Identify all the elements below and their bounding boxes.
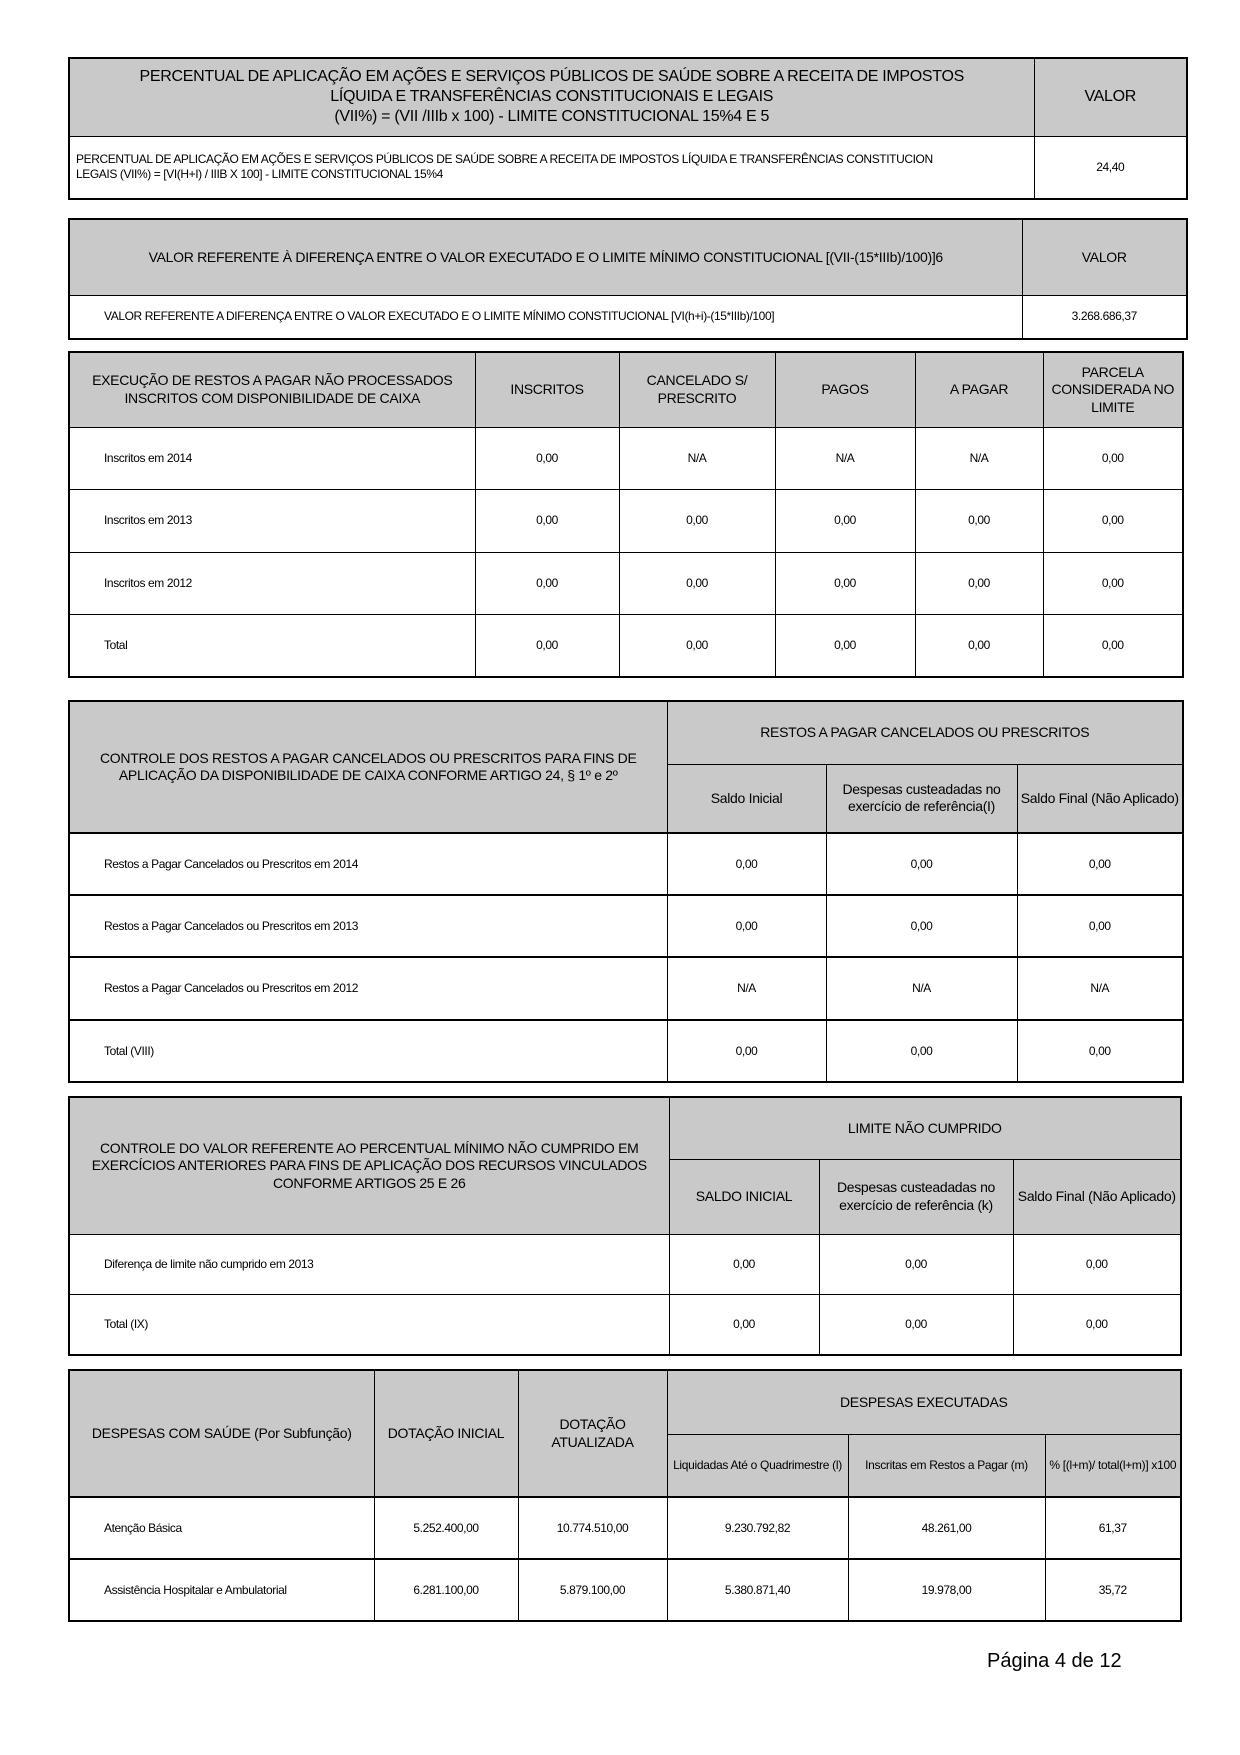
row-value: 0,00 [1013, 1294, 1181, 1355]
table-row [69, 1234, 1181, 1294]
column-header: PARCELA CONSIDERADA NO LIMITE [1043, 352, 1183, 427]
column-header: CANCELADO S/ PRESCRITO [619, 352, 775, 427]
row-value: 0,00 [775, 614, 915, 677]
row-value: 0,00 [1017, 895, 1183, 957]
table-row [69, 895, 1183, 957]
group-header: DESPESAS EXECUTADAS [667, 1370, 1181, 1434]
row-value: 0,00 [669, 1234, 819, 1294]
row-value: 0,00 [475, 614, 619, 677]
row-label: Inscritos em 2014 [69, 427, 475, 489]
page-number: Página 4 de 12 [987, 1650, 1122, 1672]
table-row [69, 552, 1183, 614]
row-value: 0,00 [619, 489, 775, 552]
column-header: PAGOS [775, 352, 915, 427]
column-header: Despesas custeadadas no exercício de referência (k) [819, 1159, 1013, 1234]
row-label-line: LEGAIS (VII%) = [VI(H+I) / IIIB X 100] - LIMITE CONSTITUCIONAL 15%4 [76, 167, 443, 182]
row-value: 0,00 [619, 552, 775, 614]
row-label: Total [69, 614, 475, 677]
row-value: 0,00 [1013, 1234, 1181, 1294]
row-value: 0,00 [826, 1020, 1017, 1082]
row-value: 35,72 [1045, 1559, 1181, 1621]
row-value: 0,00 [1043, 427, 1183, 489]
table-row [69, 1294, 1181, 1355]
group-header: LIMITE NÃO CUMPRIDO [669, 1097, 1181, 1159]
row-label: Assistência Hospitalar e Ambulatorial [69, 1559, 374, 1621]
row-value: N/A [619, 427, 775, 489]
row-label: Restos a Pagar Cancelados ou Prescritos em 2013 [69, 895, 667, 957]
group-header: RESTOS A PAGAR CANCELADOS OU PRESCRITOS [667, 701, 1183, 764]
row-value: 6.281.100,00 [374, 1559, 518, 1621]
row-value: 5.879.100,00 [518, 1559, 667, 1621]
table-row [69, 614, 1183, 677]
despesas-saude-table [68, 1369, 1182, 1622]
row-value: 0,00 [667, 895, 826, 957]
row-label: VALOR REFERENTE A DIFERENÇA ENTRE O VALOR EXECUTADO E O LIMITE MÍNIMO CONSTITUCIONAL [VI(h+i)-(15*IIIb)/100] [69, 295, 1022, 339]
row-value: N/A [1017, 957, 1183, 1020]
table-title: CONTROLE DO VALOR REFERENTE AO PERCENTUAL MÍNIMO NÃO CUMPRIDO EM EXERCÍCIOS ANTERIORES PARA FINS DE APLICAÇÃO DOS RECURSOS VINCULADOS CONFORME ARTIGOS 25 E 26 [69, 1097, 669, 1234]
value-header: VALOR [1022, 219, 1187, 295]
row-label: Total (VIII) [69, 1020, 667, 1082]
row-value: 0,00 [915, 552, 1043, 614]
row-value: 19.978,00 [848, 1559, 1045, 1621]
column-header: A PAGAR [915, 352, 1043, 427]
row-label: Restos a Pagar Cancelados ou Prescritos em 2012 [69, 957, 667, 1020]
table-row [69, 427, 1183, 489]
value-header: VALOR [1034, 58, 1187, 136]
row-label-line: PERCENTUAL DE APLICAÇÃO EM AÇÕES E SERVIÇOS PÚBLICOS DE SAÚDE SOBRE A RECEITA DE IMPOSTOS LÍQUIDA E TRANSFERÊNCIAS CONSTITUCION [76, 152, 933, 167]
row-label: Inscritos em 2012 [69, 552, 475, 614]
row-value: 0,00 [667, 833, 826, 895]
row-value: 5.380.871,40 [667, 1559, 848, 1621]
column-header: EXECUÇÃO DE RESTOS A PAGAR NÃO PROCESSADOS INSCRITOS COM DISPONIBILIDADE DE CAIXA [69, 352, 475, 427]
row-value: 0,00 [1043, 489, 1183, 552]
row-value: 0,00 [667, 1020, 826, 1082]
diferenca-limite-table [68, 218, 1188, 340]
column-header: SALDO INICIAL [669, 1159, 819, 1234]
table-row [69, 1559, 1181, 1621]
restos-a-pagar-table [68, 351, 1184, 678]
row-value: 9.230.792,82 [667, 1497, 848, 1559]
row-value: 0,00 [915, 489, 1043, 552]
table-header [69, 58, 1034, 136]
row-value: 0,00 [826, 833, 1017, 895]
row-value: 0,00 [1043, 614, 1183, 677]
row-value: N/A [667, 957, 826, 1020]
row-value: 0,00 [475, 552, 619, 614]
header-line: LÍQUIDA E TRANSFERÊNCIAS CONSTITUCIONAIS E LEGAIS [330, 88, 774, 106]
row-value: 10.774.510,00 [518, 1497, 667, 1559]
row-value: 0,00 [775, 489, 915, 552]
row-value: N/A [775, 427, 915, 489]
row-label: Restos a Pagar Cancelados ou Prescritos em 2014 [69, 833, 667, 895]
subfuncao-header: DESPESAS COM SAÚDE (Por Subfunção) [69, 1370, 374, 1497]
header-line: (VII%) = (VII /IIIb x 100) - LIMITE CONSTITUCIONAL 15%4 E 5 [334, 108, 770, 126]
table-header: VALOR REFERENTE À DIFERENÇA ENTRE O VALOR EXECUTADO E O LIMITE MÍNIMO CONSTITUCIONAL [(VII-(15*IIIb)/100)]6 [69, 219, 1022, 295]
row-value: 0,00 [1043, 552, 1183, 614]
dotacao-inicial-header: DOTAÇÃO INICIAL [374, 1370, 518, 1497]
row-value: 24,40 [1034, 136, 1187, 199]
row-label: Atenção Básica [69, 1497, 374, 1559]
row-value: N/A [915, 427, 1043, 489]
row-value: 0,00 [775, 552, 915, 614]
row-value: 0,00 [1017, 833, 1183, 895]
row-value: 0,00 [915, 614, 1043, 677]
percentual-aplicacao-table [68, 57, 1188, 200]
row-value: 0,00 [669, 1294, 819, 1355]
table-row [69, 1497, 1181, 1559]
table-title: CONTROLE DOS RESTOS A PAGAR CANCELADOS OU PRESCRITOS PARA FINS DE APLICAÇÃO DA DISPONIBILIDADE DE CAIXA CONFORME ARTIGO 24, § 1º e 2º [69, 701, 667, 833]
row-value: 0,00 [619, 614, 775, 677]
row-value: 0,00 [819, 1294, 1013, 1355]
column-header: Liquidadas Até o Quadrimestre (l) [667, 1434, 848, 1497]
row-value: 0,00 [475, 427, 619, 489]
header-line: PERCENTUAL DE APLICAÇÃO EM AÇÕES E SERVIÇOS PÚBLICOS DE SAÚDE SOBRE A RECEITA DE IMPOSTOS [139, 68, 964, 86]
column-header: Saldo Final (Não Aplicado) [1017, 764, 1183, 833]
row-value: 48.261,00 [848, 1497, 1045, 1559]
row-value: 0,00 [475, 489, 619, 552]
row-label [69, 136, 1034, 199]
column-header: Despesas custeadadas no exercício de referência(I) [826, 764, 1017, 833]
table-row [69, 957, 1183, 1020]
table-row [69, 489, 1183, 552]
table-row [69, 1020, 1183, 1082]
row-label: Diferença de limite não cumprido em 2013 [69, 1234, 669, 1294]
row-value: 61,37 [1045, 1497, 1181, 1559]
dotacao-atualizada-header: DOTAÇÃO ATUALIZADA [518, 1370, 667, 1497]
column-header: Inscritas em Restos a Pagar (m) [848, 1434, 1045, 1497]
row-value: 0,00 [819, 1234, 1013, 1294]
column-header: % [(l+m)/ total(l+m)] x100 [1045, 1434, 1181, 1497]
limite-nao-cumprido-table [68, 1096, 1182, 1356]
row-value: 0,00 [1017, 1020, 1183, 1082]
row-value: N/A [826, 957, 1017, 1020]
table-row [69, 833, 1183, 895]
row-label: Inscritos em 2013 [69, 489, 475, 552]
column-header: Saldo Inicial [667, 764, 826, 833]
column-header: Saldo Final (Não Aplicado) [1013, 1159, 1181, 1234]
column-header: INSCRITOS [475, 352, 619, 427]
row-value: 0,00 [826, 895, 1017, 957]
restos-cancelados-table [68, 700, 1184, 1083]
row-label: Total (IX) [69, 1294, 669, 1355]
row-value: 5.252.400,00 [374, 1497, 518, 1559]
row-value: 3.268.686,37 [1022, 295, 1187, 339]
